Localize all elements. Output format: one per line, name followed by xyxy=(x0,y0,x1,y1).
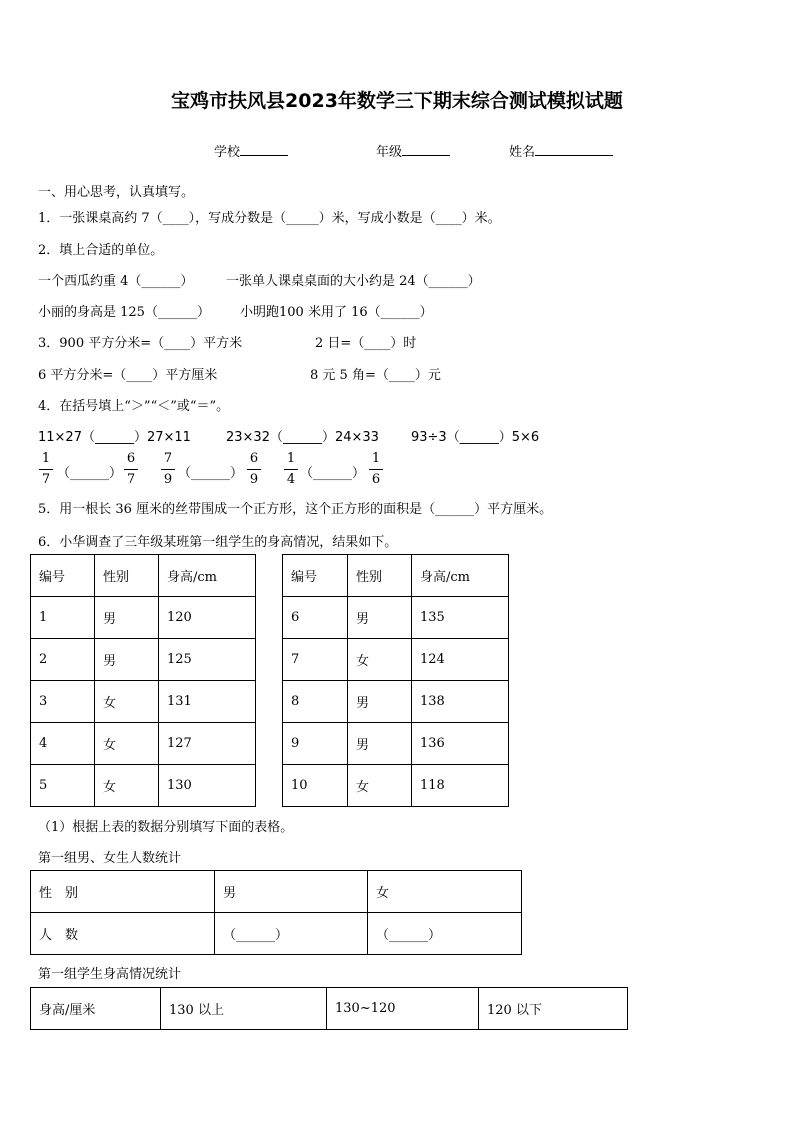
question-3c: 6 平方分米=（____）平方厘米 xyxy=(38,368,218,383)
cell: 136 xyxy=(412,723,509,765)
table-row xyxy=(31,681,256,723)
question-1: 1．一张课桌高约 7（____），写成分数是（_____）米，写成小数是（____）米。 xyxy=(38,211,501,226)
cell: 女 xyxy=(95,765,159,807)
question-2d: 小明跑100 米用了 16（______） xyxy=(240,305,433,320)
question-3d: 8 元 5 角=（____）元 xyxy=(310,368,441,383)
table-row xyxy=(283,639,509,681)
school-label: 学校 xyxy=(214,145,241,160)
header-cell: 编号 xyxy=(31,555,95,597)
name-label: 姓名 xyxy=(509,145,536,160)
cell: 6 xyxy=(283,597,348,639)
denominator: 4 xyxy=(286,472,296,487)
cell: 男 xyxy=(348,597,412,639)
girls-count-blank[interactable]: （______） xyxy=(368,913,522,955)
cell: 男 xyxy=(348,723,412,765)
cell: 女 xyxy=(348,765,412,807)
boys-count-blank[interactable]: （______） xyxy=(215,913,368,955)
cell: 138 xyxy=(412,681,509,723)
question-2c: 小丽的身高是 125（______） xyxy=(38,305,210,320)
denominator: 6 xyxy=(371,472,381,487)
cell: 性 别 xyxy=(31,871,215,913)
table-row xyxy=(31,913,522,955)
cell: 女 xyxy=(348,639,412,681)
table-row xyxy=(31,723,256,765)
cell: 5 xyxy=(31,765,95,807)
question-4c: 93÷3（______）5×6 xyxy=(411,430,540,445)
header-cell: 性别 xyxy=(95,555,159,597)
school-field xyxy=(214,141,288,160)
denominator: 9 xyxy=(163,472,173,487)
grade-field xyxy=(376,141,450,160)
survey-table-right xyxy=(282,554,509,807)
cell: 女 xyxy=(95,723,159,765)
cell: 130 以上 xyxy=(161,988,327,1030)
cell: 120 xyxy=(159,597,256,639)
cell: 女 xyxy=(95,681,159,723)
cell: 身高/厘米 xyxy=(31,988,161,1030)
question-3b: 2 日=（____）时 xyxy=(315,336,417,351)
table-row xyxy=(31,988,628,1030)
cell: 130~120 xyxy=(327,988,479,1030)
cell: 7 xyxy=(283,639,348,681)
fraction xyxy=(124,451,138,488)
table-row xyxy=(31,597,256,639)
height-table xyxy=(30,987,628,1030)
header-cell: 身高/cm xyxy=(159,555,256,597)
table-row xyxy=(283,765,509,807)
header-cell: 身高/cm xyxy=(412,555,509,597)
cell: 男 xyxy=(95,639,159,681)
grade-blank[interactable] xyxy=(402,141,450,156)
table-divider xyxy=(258,554,283,806)
survey-table-left xyxy=(30,554,256,807)
question-6: 6．小华调查了三年级某班第一组学生的身高情况，结果如下。 xyxy=(38,535,398,550)
table-row xyxy=(283,597,509,639)
fraction xyxy=(161,451,175,488)
cell: 10 xyxy=(283,765,348,807)
cell: 人 数 xyxy=(31,913,215,955)
compare-blank[interactable]: （______） xyxy=(57,466,123,481)
cell: 9 xyxy=(283,723,348,765)
cell: 2 xyxy=(31,639,95,681)
height-table-title: 第一组学生身高情况统计 xyxy=(38,967,182,982)
cell: 男 xyxy=(95,597,159,639)
cell: 女 xyxy=(368,871,522,913)
cell: 125 xyxy=(159,639,256,681)
question-3a: 3．900 平方分米=（____）平方米 xyxy=(38,336,243,351)
cell: 4 xyxy=(31,723,95,765)
header-cell: 编号 xyxy=(283,555,348,597)
table-row xyxy=(283,681,509,723)
fraction xyxy=(247,451,261,488)
numerator: 6 xyxy=(126,451,136,466)
gender-table xyxy=(30,870,522,955)
sub-question-1: （1）根据上表的数据分别填写下面的表格。 xyxy=(38,820,294,835)
denominator: 7 xyxy=(126,472,136,487)
cell: 8 xyxy=(283,681,348,723)
question-2b: 一张单人课桌桌面的大小约是 24（______） xyxy=(226,274,481,289)
section-1-heading: 一、用心思考，认真填写。 xyxy=(38,185,195,200)
compare-blank[interactable]: （______） xyxy=(300,466,366,481)
table-row xyxy=(283,723,509,765)
grade-label: 年级 xyxy=(376,145,403,160)
numerator: 1 xyxy=(41,451,51,466)
fraction xyxy=(39,451,53,488)
question-2a: 一个西瓜约重 4（______） xyxy=(38,274,194,289)
numerator: 6 xyxy=(249,451,259,466)
question-4a: 11×27（______）27×11 xyxy=(38,430,191,445)
gender-table-title: 第一组男、女生人数统计 xyxy=(38,851,182,866)
question-4: 4．在括号填上“＞”“＜”或“＝”。 xyxy=(38,399,230,414)
question-5: 5．用一根长 36 厘米的丝带围成一个正方形，这个正方形的面积是（______）平方厘米。 xyxy=(38,502,553,517)
header-cell: 性别 xyxy=(348,555,412,597)
cell: 3 xyxy=(31,681,95,723)
name-blank[interactable] xyxy=(535,141,613,156)
cell: 男 xyxy=(348,681,412,723)
compare-blank[interactable]: （______） xyxy=(178,466,244,481)
cell: 120 以下 xyxy=(479,988,628,1030)
name-field xyxy=(509,141,613,160)
question-4b: 23×32（______）24×33 xyxy=(226,430,379,445)
cell: 130 xyxy=(159,765,256,807)
cell: 131 xyxy=(159,681,256,723)
school-blank[interactable] xyxy=(240,141,288,156)
cell: 127 xyxy=(159,723,256,765)
page-title: 宝鸡市扶风县2023年数学三下期末综合测试模拟试题 xyxy=(171,90,623,112)
numerator: 1 xyxy=(286,451,296,466)
fraction xyxy=(284,451,298,488)
question-2: 2．填上合适的单位。 xyxy=(38,243,164,258)
fraction xyxy=(369,451,383,488)
cell: 1 xyxy=(31,597,95,639)
cell: 135 xyxy=(412,597,509,639)
numerator: 7 xyxy=(163,451,173,466)
cell: 124 xyxy=(412,639,509,681)
denominator: 7 xyxy=(41,472,51,487)
cell: 男 xyxy=(215,871,368,913)
table-row xyxy=(31,639,256,681)
table-row xyxy=(31,765,256,807)
numerator: 1 xyxy=(371,451,381,466)
cell: 118 xyxy=(412,765,509,807)
table-row xyxy=(31,871,522,913)
denominator: 9 xyxy=(249,472,259,487)
